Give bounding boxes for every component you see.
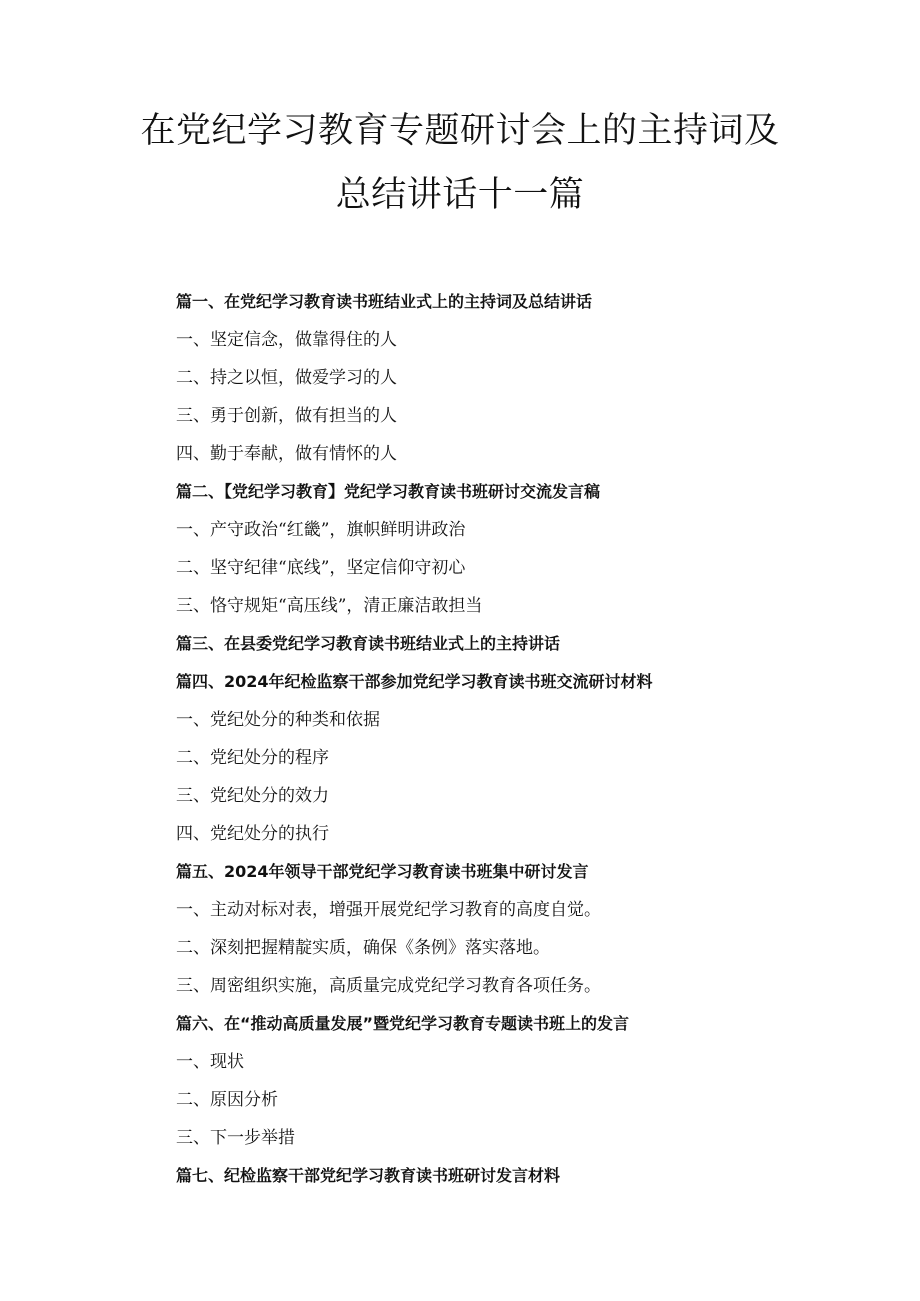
- toc-subitem: 二、党纪处分的程序: [176, 748, 329, 768]
- toc-subitem: 二、原因分析: [176, 1090, 278, 1110]
- toc-subitem: 四、勤于奉献，做有情怀的人: [176, 444, 397, 464]
- toc-subitem: 三、周密组织实施，高质量完成党纪学习教育各项任务。: [176, 976, 601, 996]
- toc-subitem: 一、党纪处分的种类和依据: [176, 710, 380, 730]
- toc-subitem: 一、主动对标对表，增强开展党纪学习教育的高度自觉。: [176, 900, 601, 920]
- toc-subitem: 三、恪守规矩“高压线”，清正廉洁敢担当: [176, 596, 483, 616]
- toc-subitem: 一、现状: [176, 1052, 244, 1072]
- toc-subitem: 三、勇于创新，做有担当的人: [176, 406, 397, 426]
- table-of-contents: [176, 289, 876, 1201]
- toc-section-heading: 篇七、纪检监察干部党纪学习教育读书班研讨发言材料: [176, 1166, 561, 1185]
- toc-section-heading: 篇四、2024年纪检监察干部参加党纪学习教育读书班交流研讨材料: [176, 672, 653, 691]
- toc-subitem: 一、产守政治“红畿”，旗帜鲜明讲政治: [176, 520, 466, 540]
- document-title-line-1: 在党纪学习教育专题研讨会上的主持词及: [140, 111, 780, 151]
- toc-section-heading: 篇二、【党纪学习教育】党纪学习教育读书班研讨交流发言稿: [176, 482, 601, 501]
- document-title-line-2: 总结讲话十一篇: [335, 175, 585, 215]
- toc-subitem: 四、党纪处分的执行: [176, 824, 329, 844]
- toc-subitem: 三、党纪处分的效力: [176, 786, 329, 806]
- toc-subitem: 一、坚定信念，做靠得住的人: [176, 330, 397, 350]
- toc-subitem: 二、坚守纪律“底线”，坚定信仰守初心: [176, 558, 466, 578]
- toc-section-heading: 篇三、在县委党纪学习教育读书班结业式上的主持讲话: [176, 634, 561, 653]
- toc-subitem: 二、深刻把握精靛实质，确保《条例》落实落地。: [176, 938, 550, 958]
- toc-subitem: 三、下一步举措: [176, 1128, 295, 1148]
- toc-section-heading: 篇六、在“推动高质量发展”暨党纪学习教育专题读书班上的发言: [176, 1014, 630, 1033]
- toc-subitem: 二、持之以恒，做爱学习的人: [176, 368, 397, 388]
- toc-section-heading: 篇一、在党纪学习教育读书班结业式上的主持词及总结讲话: [176, 292, 593, 311]
- toc-section-heading: 篇五、2024年领导干部党纪学习教育读书班集中研讨发言: [176, 862, 589, 881]
